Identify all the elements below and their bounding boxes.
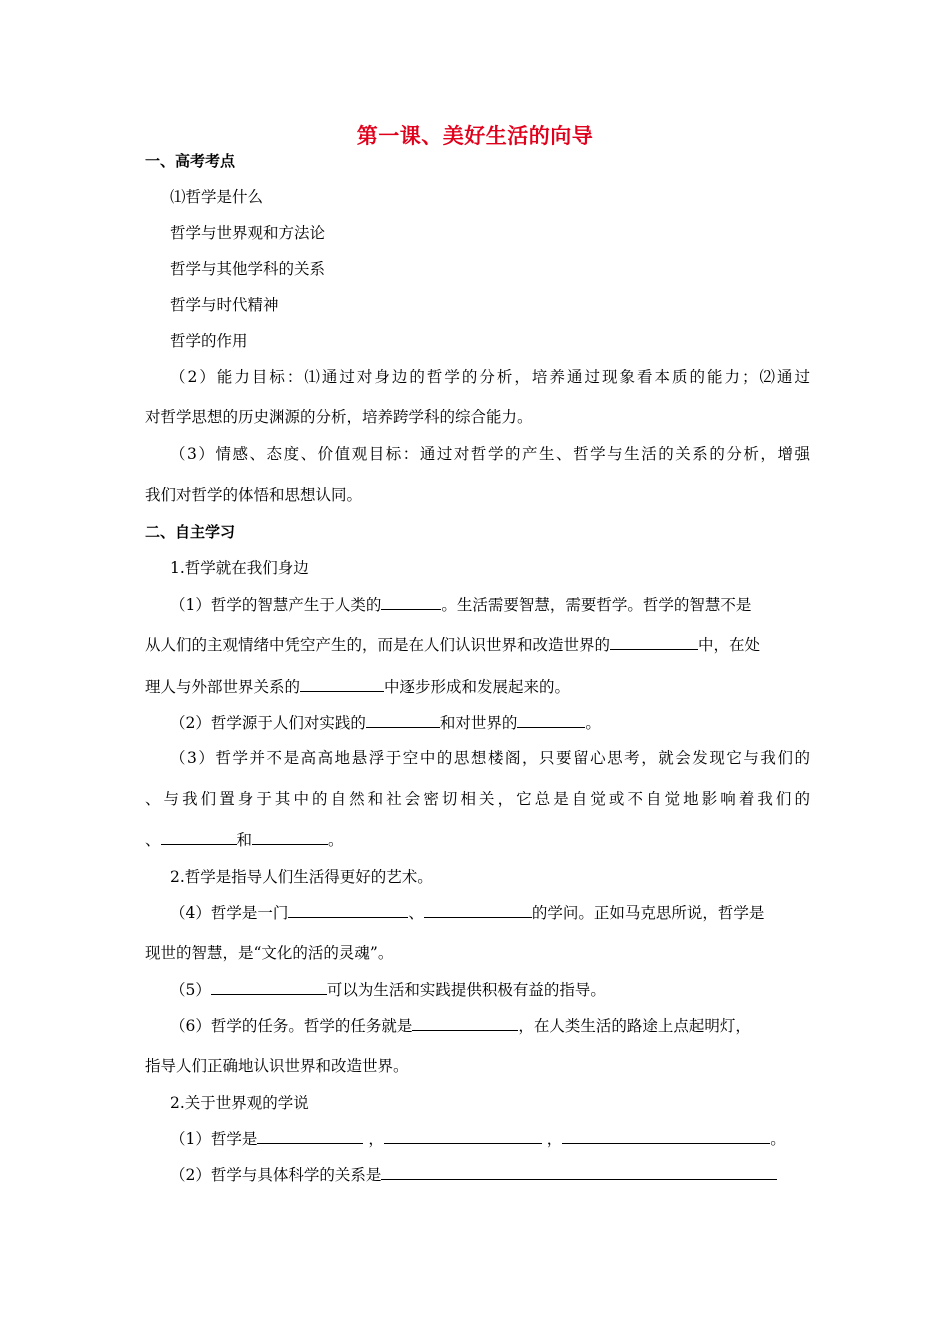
subsection-title: 2.哲学是指导人们生活得更好的艺术。	[170, 868, 433, 886]
question-line: 、与我们置身于其中的自然和社会密切相关，它总是自觉或不自觉地影响着我们的	[145, 790, 810, 808]
question-line	[145, 902, 835, 924]
answer-blank[interactable]	[412, 1015, 518, 1031]
list-item: 哲学的作用	[170, 332, 248, 350]
subsection-title: 1.哲学就在我们身边	[170, 559, 309, 577]
attitude-goal-line: 我们对哲学的体悟和思想认同。	[145, 486, 363, 504]
question-text: （1）哲学是	[170, 1130, 258, 1148]
ability-goal-line: 对哲学思想的历史渊源的分析，培养跨学科的综合能力。	[145, 408, 533, 426]
list-item: 哲学与时代精神	[170, 296, 279, 314]
answer-blank[interactable]	[161, 829, 237, 845]
question-text: 。	[770, 1130, 786, 1148]
question-text: （6）哲学的任务。哲学的任务就是	[170, 1017, 413, 1035]
answer-blank[interactable]	[366, 712, 440, 728]
answer-blank[interactable]	[562, 1128, 770, 1144]
question-line	[145, 1128, 835, 1150]
attitude-goal-line: （3）情感、态度、价值观目标：通过对哲学的产生、哲学与生活的关系的分析，增强	[170, 445, 810, 463]
answer-blank[interactable]	[288, 902, 408, 918]
question-text: ，	[368, 1130, 384, 1148]
section-heading-exam-points: 一、高考考点	[145, 152, 236, 170]
question-line	[145, 979, 835, 1001]
list-item: ⑴哲学是什么	[170, 188, 264, 206]
answer-blank[interactable]	[211, 979, 327, 995]
question-text: ，	[546, 1130, 563, 1148]
answer-blank[interactable]	[381, 594, 441, 610]
question-line	[145, 594, 835, 616]
ability-goal-line: （2）能力目标：⑴通过对身边的哲学的分析，培养通过现象看本质的能力；⑵通过	[170, 368, 810, 386]
question-text: （4）哲学是一门	[170, 904, 289, 922]
question-text: 和对世界的	[439, 714, 518, 732]
question-text: 。	[328, 831, 344, 849]
question-text: （2）哲学源于人们对实践的	[170, 714, 366, 732]
question-text: 中逐步形成和发展起来的。	[384, 678, 571, 696]
question-line	[145, 829, 810, 851]
question-line	[145, 676, 810, 698]
question-line	[145, 712, 835, 734]
answer-blank[interactable]	[610, 634, 698, 650]
answer-blank[interactable]	[384, 1128, 542, 1144]
question-text: 和	[236, 831, 253, 849]
question-line: 指导人们正确地认识世界和改造世界。	[145, 1057, 409, 1075]
question-text: 的学问。正如马克思所说，哲学是	[531, 904, 765, 922]
section-heading-self-study: 二、自主学习	[145, 523, 236, 541]
question-text: 可以为生活和实践提供积极有益的指导。	[326, 981, 606, 999]
question-text: （1）哲学的智慧产生于人类的	[170, 596, 382, 614]
question-line: （3）哲学并不是高高地悬浮于空中的思想楼阁，只要留心思考，就会发现它与我们的	[170, 749, 810, 767]
question-text: 。	[585, 714, 601, 732]
question-line	[145, 1015, 835, 1037]
answer-blank[interactable]	[424, 902, 532, 918]
question-line: 现世的智慧，是“文化的活的灵魂”。	[145, 944, 394, 962]
question-text: 、	[408, 904, 424, 922]
question-text: 中，在处	[698, 636, 761, 654]
question-text: ，在人类生活的路途上点起明灯，	[518, 1017, 751, 1035]
answer-blank[interactable]	[517, 712, 585, 728]
answer-blank[interactable]	[257, 1128, 363, 1144]
list-item: 哲学与其他学科的关系	[170, 260, 326, 278]
question-text: 理人与外部世界关系的	[145, 678, 301, 696]
question-text: （5）	[170, 981, 211, 999]
question-line	[145, 634, 810, 656]
question-text: 。生活需要智慧，需要哲学。哲学的智慧不是	[441, 596, 752, 614]
answer-blank[interactable]	[300, 676, 384, 692]
page-title: 第一课、美好生活的向导	[356, 124, 594, 148]
answer-blank[interactable]	[252, 829, 328, 845]
question-text: （2）哲学与具体科学的关系是	[170, 1166, 382, 1184]
question-line	[145, 1164, 835, 1186]
question-text: 从人们的主观情绪中凭空产生的，而是在人们认识世界和改造世界的	[145, 636, 611, 654]
list-item: 哲学与世界观和方法论	[170, 224, 326, 242]
question-text: 、	[145, 831, 161, 849]
subsection-title: 2.关于世界观的学说	[170, 1094, 309, 1112]
answer-blank[interactable]	[381, 1164, 777, 1180]
